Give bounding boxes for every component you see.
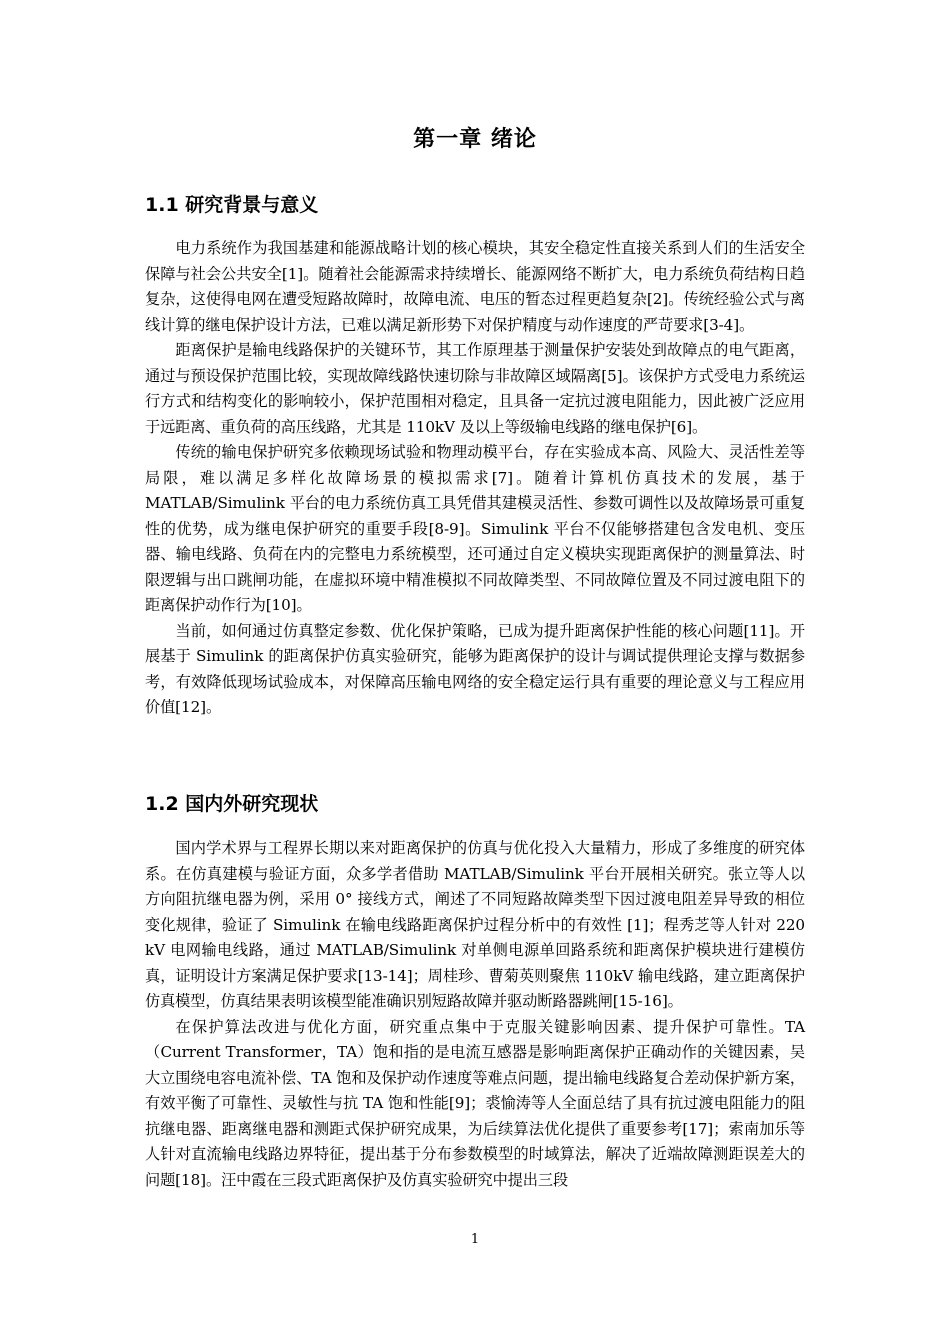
paragraph: 当前，如何通过仿真整定参数、优化保护策略，已成为提升距离保护性能的核心问题[11]。开展基于 Simulink 的距离保护仿真实验研究，能够为距离保护的设计与调试提供理论支撑与数据参考，有效降低现场试验成本，对保障高压输电网络的安全稳定运行具有重要的理论意义与工程应用价值[12]。 bbox=[145, 621, 805, 716]
section-body-research-status bbox=[145, 836, 805, 1193]
page-number: 1 bbox=[470, 1232, 480, 1247]
paragraph: 在保护算法改进与优化方面，研究重点集中于克服关键影响因素、提升保护可靠性。TA（Current Transformer，TA）饱和指的是电流互感器是影响距离保护正确动作的关键因素，吴大立围绕电容电流补偿、TA 饱和及保护动作速度等难点问题，提出输电线路复合差动保护新方案，有效平衡了可靠性、灵敏性与抗 TA 饱和性能[9]；裘愉涛等人全面总结了具有抗过渡电阻能力的阻抗继电器、距离继电器和测距式保护研究成果，为后续算法优化提供了重要参考[17]；索南加乐等人针对直流输电线路边界特征，提出基于分布参数模型的时域算法，解决了近端故障测距误差大的问题[18]。汪中霞在三段式距离保护及仿真实验研究中提出三段 bbox=[145, 1017, 805, 1189]
paragraph: 国内学术界与工程界长期以来对距离保护的仿真与优化投入大量精力，形成了多维度的研究体系。在仿真建模与验证方面，众多学者借助 MATLAB/Simulink 平台开展相关研究。张立等人以方向阻抗继电器为例，采用 0° 接线方式，阐述了不同短路故障类型下因过渡电阻差异导致的相位变化规律，验证了 Simulink 在输电线路距离保护过程分析中的有效性 [1]；程秀芝等人针对 220 kV 电网输电线路，通过 MATLAB/Simulink 对单侧电源单回路系统和距离保护模块进行建模仿真，证明设计方案满足保护要求[13-14]；周桂珍、曹菊英则聚焦 110kV 输电线路，建立距离保护仿真模型，仿真结果表明该模型能准确识别短路故障并驱动断路器跳闸[15-16]。 bbox=[145, 839, 805, 1010]
section-title-research-status: 1.2 国内外研究现状 bbox=[145, 793, 319, 815]
paragraph: 传统的输电保护研究多依赖现场试验和物理动模平台，存在实验成本高、风险大、灵活性差等局限，难以满足多样化故障场景的模拟需求[7]。随着计算机仿真技术的发展，基于MATLAB/Simulink 平台的电力系统仿真工具凭借其建模灵活性、参数可调性以及故障场景可重复性的优势，成为继电保护研究的重要手段[8-9]。Simulink 平台不仅能够搭建包含发电机、变压器、输电线路、负荷在内的完整电力系统模型，还可通过自定义模块实现距离保护的测量算法、时限逻辑与出口跳闸功能，在虚拟环境中精准模拟不同故障类型、不同故障位置及不同过渡电阻下的距离保护动作行为[10]。 bbox=[145, 443, 805, 614]
section-title-background: 1.1 研究背景与意义 bbox=[145, 194, 319, 216]
chapter-title: 第一章 绪论 bbox=[413, 127, 537, 152]
paragraph: 电力系统作为我国基建和能源战略计划的核心模块，其安全稳定性直接关系到人们的生活安全保障与社会公共安全[1]。随着社会能源需求持续增长、能源网络不断扩大，电力系统负荷结构日趋复杂，这使得电网在遭受短路故障时，故障电流、电压的暂态过程更趋复杂[2]。传统经验公式与离线计算的继电保护设计方法，已难以满足新形势下对保护精度与动作速度的严苛要求[3-4]。 bbox=[145, 239, 805, 334]
paragraph: 距离保护是输电线路保护的关键环节，其工作原理基于测量保护安装处到故障点的电气距离，通过与预设保护范围比较，实现故障线路快速切除与非故障区域隔离[5]。该保护方式受电力系统运行方式和结构变化的影响较小，保护范围相对稳定，且具备一定抗过渡电阻能力，因此被广泛应用于远距离、重负荷的高压线路，尤其是 110kV 及以上等级输电线路的继电保护[6]。 bbox=[145, 341, 805, 436]
section-body-background bbox=[145, 236, 805, 721]
